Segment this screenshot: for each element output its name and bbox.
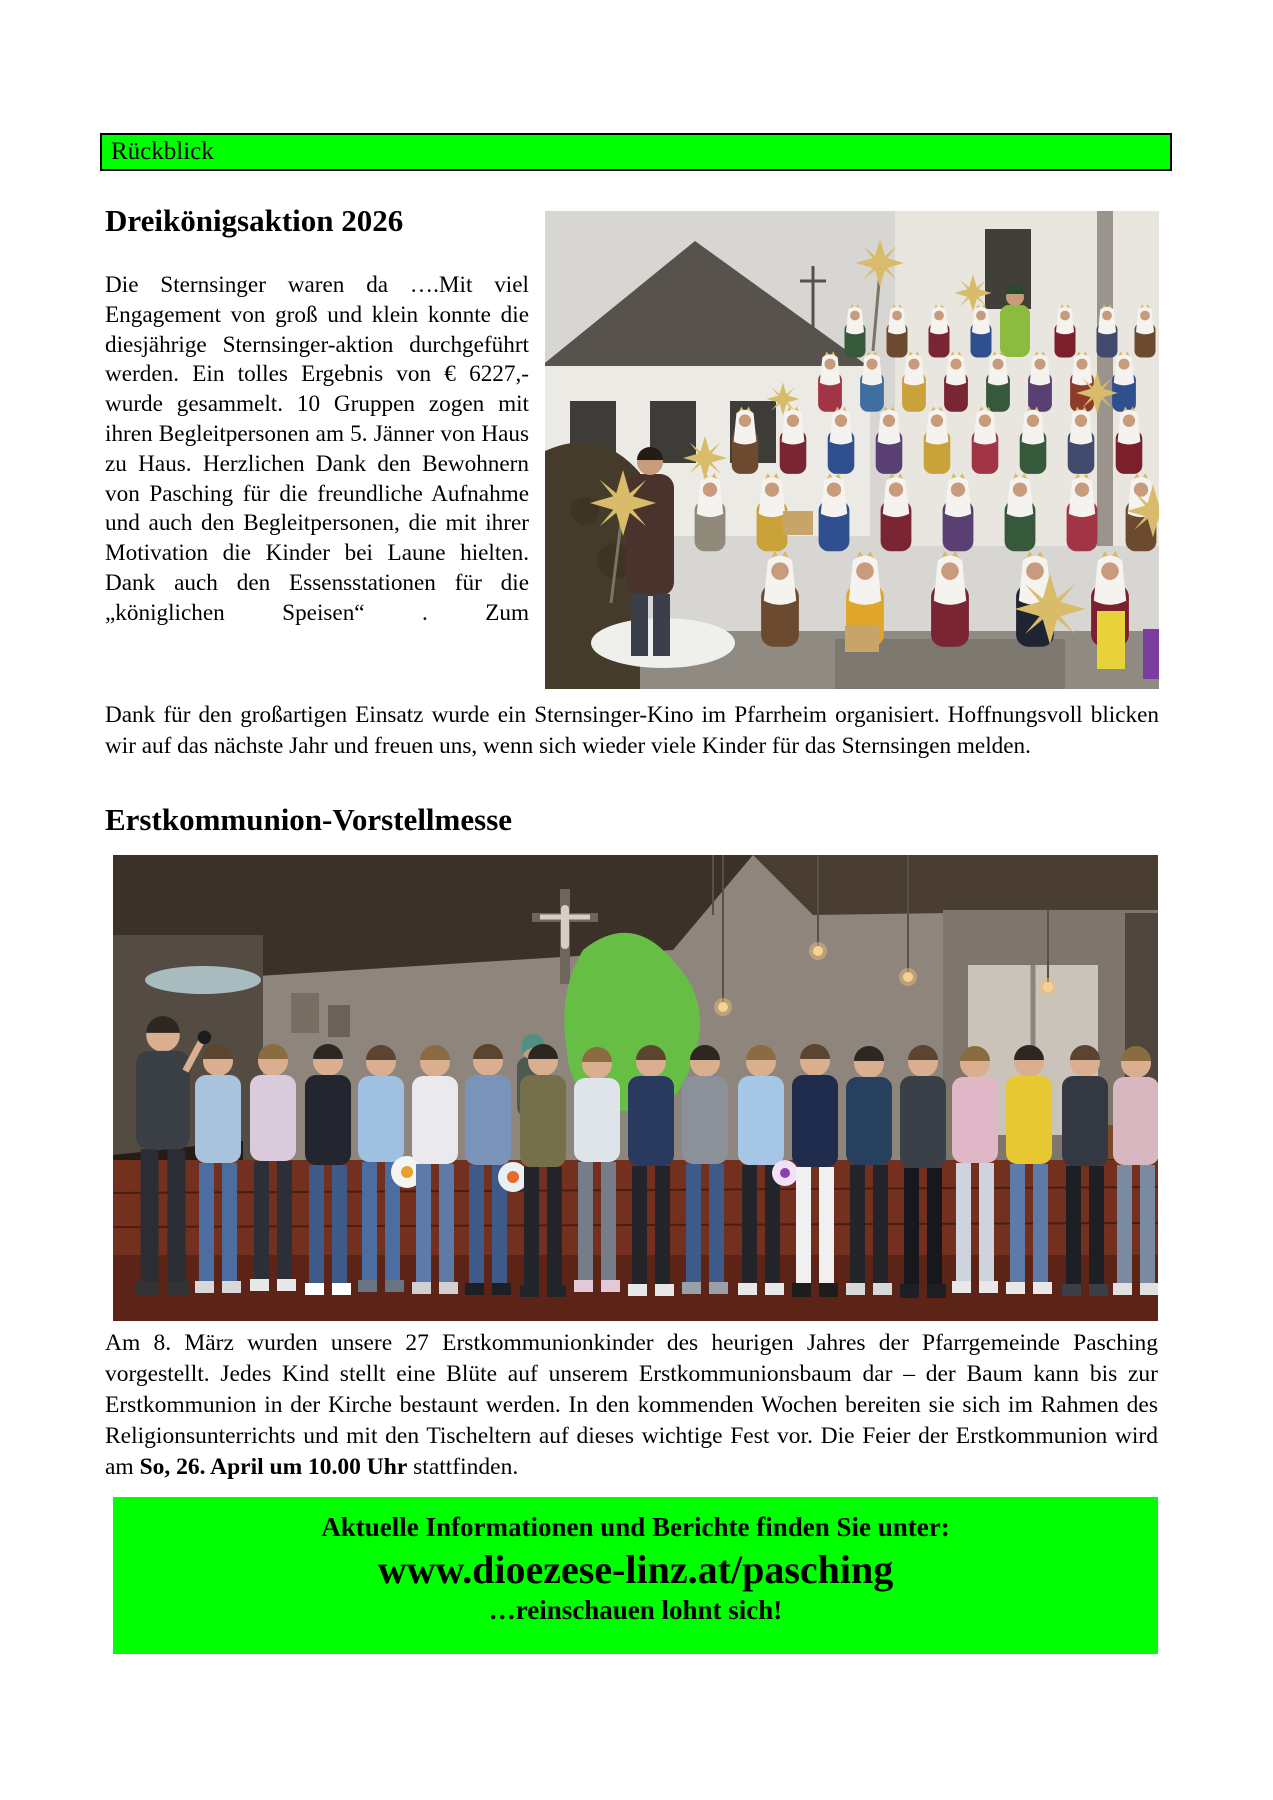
info-box-tagline: …reinschauen lohnt sich! [488,1595,783,1625]
erstkommunion-text-end: stattfinden. [407,1454,519,1480]
info-box [113,1497,1158,1654]
rueckblick-label: Rückblick [111,138,214,165]
rueckblick-header-bar [100,133,1172,171]
website-url: www.dioezese-linz.at/pasching [377,1547,894,1592]
collection-box [845,626,879,652]
sternsinger-group-photo [545,211,1159,689]
heading-erstkommunion: Erstkommunion-Vorstellmesse [105,802,513,837]
heading-dreikoenigsaktion: Dreikönigsaktion 2026 [105,203,404,238]
info-box-line1: Aktuelle Informationen und Berichte finden Sie unter: [321,1512,950,1542]
sternsinger-photo-illustration [545,211,1159,689]
erstkommunion-photo-illustration [113,855,1158,1321]
erstkommunion-text [105,1328,1158,1483]
sternsinger-continued-text: Dank für den großartigen Einsatz wurde ein Sternsinger-Kino im Pfarrheim organisiert. Hoffnungsvoll blicken wir auf das nächste Jahr und freuen uns, wenn sich wieder viele Kinder für das Sternsingen melden. [105,702,1159,759]
erstkommunion-text-start: Am 8. März wurden unsere 27 Erstkommunionkinder des heurigen Jahres der Pfarrgemeinde Pasching vorgestellt. Jedes Kind stellt eine Blüte auf unserem Erstkommunionsbaum dar – der Baum kann bis zur Erstkommunion in der Kirche bestaunt werden. In den kommenden Wochen bereiten sie sich im Rahmen des Religionsunterrichts und mit den Tischeltern auf dieses wichtige Fest vor. Die Feier der Erstkommunion wird am [105,1330,1158,1480]
sternsinger-column-text: Die Sternsinger waren da ….Mit viel Engagement von groß und klein konnte die diesjährige Sternsinger-aktion durchgeführt werden. Ein tolles Ergebnis von € 6227,- wurde gesammelt. 10 Gruppen zogen mit ihren Begleitpersonen am 5. Jänner von Haus zu Haus. Herzlichen Dank den Bewohnern von Pasching für die freundliche Aufnahme und auch den Begleitpersonen, die mit ihrer Motivation die Kinder bei Laune hielten. Dank auch den Essensstationen für die „königlichen Speisen“ . Zum [105,272,529,626]
erstkommunion-photo [113,855,1158,1321]
erstkommunion-date: So, 26. April um 10.00 Uhr [139,1454,408,1480]
